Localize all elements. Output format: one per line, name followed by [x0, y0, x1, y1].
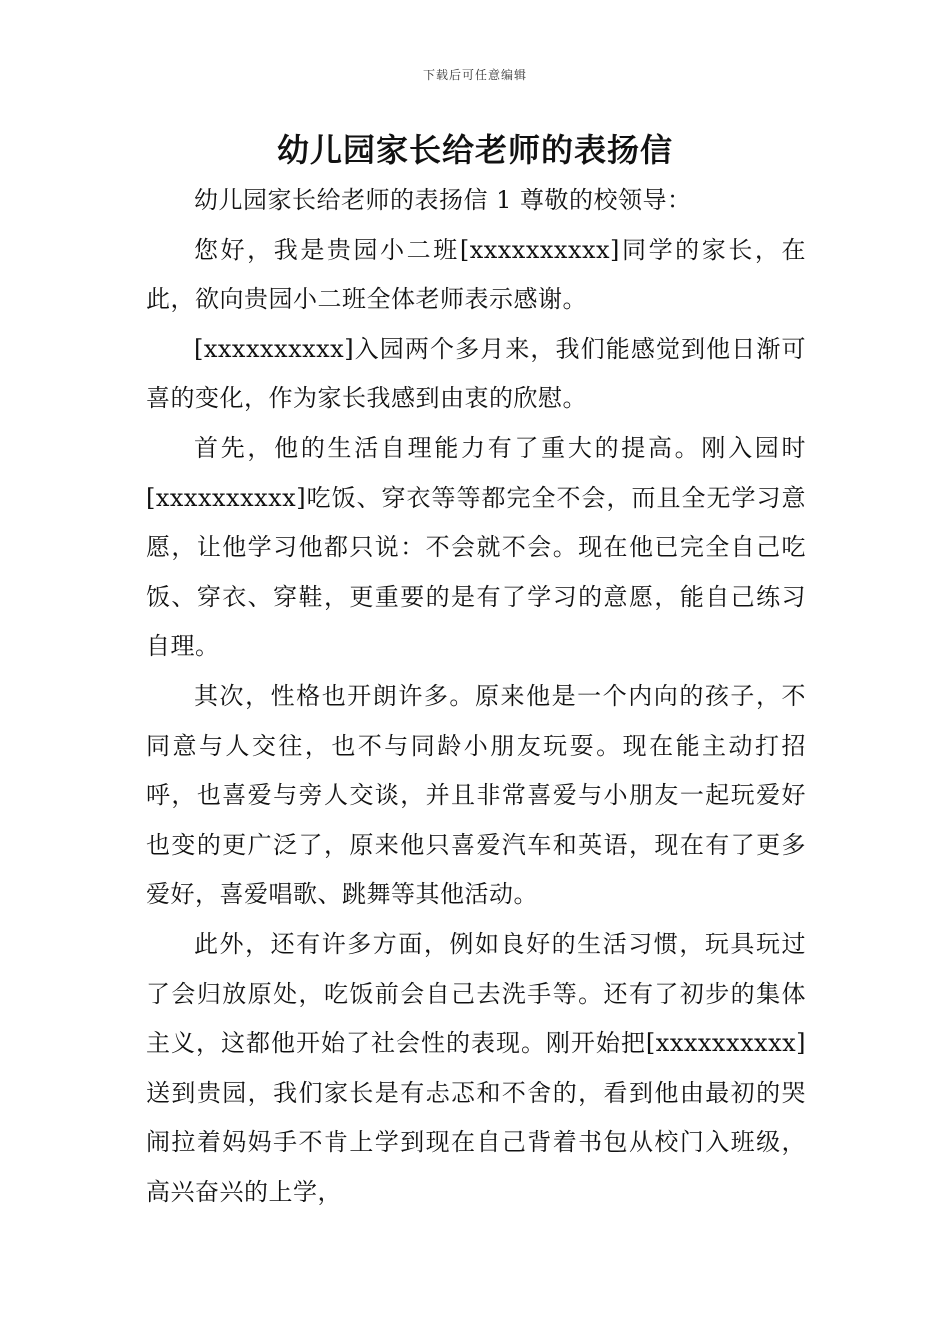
letter-body — [146, 176, 806, 1217]
paragraph-greeting: 幼儿园家长给老师的表扬信 1 尊敬的校领导： — [194, 186, 692, 214]
document-title: 幼儿园家长给老师的表扬信 — [276, 131, 673, 169]
paragraph-changes: [xxxxxxxxxx]入园两个多月来，我们能感觉到他日渐可喜的变化，作为家长我感到由衷的欣慰。 — [146, 334, 806, 413]
paragraph-personality: 其次，性格也开朗许多。原来他是一个内向的孩子，不同意与人交往，也不与同龄小朋友玩耍。现在能主动打招呼，也喜爱与旁人交谈，并且非常喜爱与小朋友一起玩爱好也变的更广泛了，原来他只喜爱汽车和英语，现在有了更多爱好，喜爱唱歌、跳舞等其他活动。 — [146, 681, 806, 909]
paragraph-self-care: 首先，他的生活自理能力有了重大的提高。刚入园时[xxxxxxxxxx]吃饭、穿衣等等都完全不会，而且全无学习意愿，让他学习他都只说：不会就不会。现在他已完全自己吃饭、穿衣、穿鞋，更重要的是有了学习的意愿，能自己练习自理。 — [146, 433, 806, 661]
paragraph-intro: 您好，我是贵园小二班[xxxxxxxxxx]同学的家长，在此，欲向贵园小二班全体老师表示感谢。 — [146, 235, 806, 314]
header-note: 下载后可任意编辑 — [422, 68, 527, 82]
paragraph-other-aspects: 此外，还有许多方面，例如良好的生活习惯，玩具玩过了会归放原处，吃饭前会自己去洗手等。还有了初步的集体主义，这都他开始了社会性的表现。刚开始把[xxxxxxxxxx]送到贵园，我们家长是有忐忑和不舍的，看到他由最初的哭闹拉着妈妈手不肯上学到现在自己背着书包从校门入班级，高兴奋兴的上学， — [146, 929, 806, 1206]
